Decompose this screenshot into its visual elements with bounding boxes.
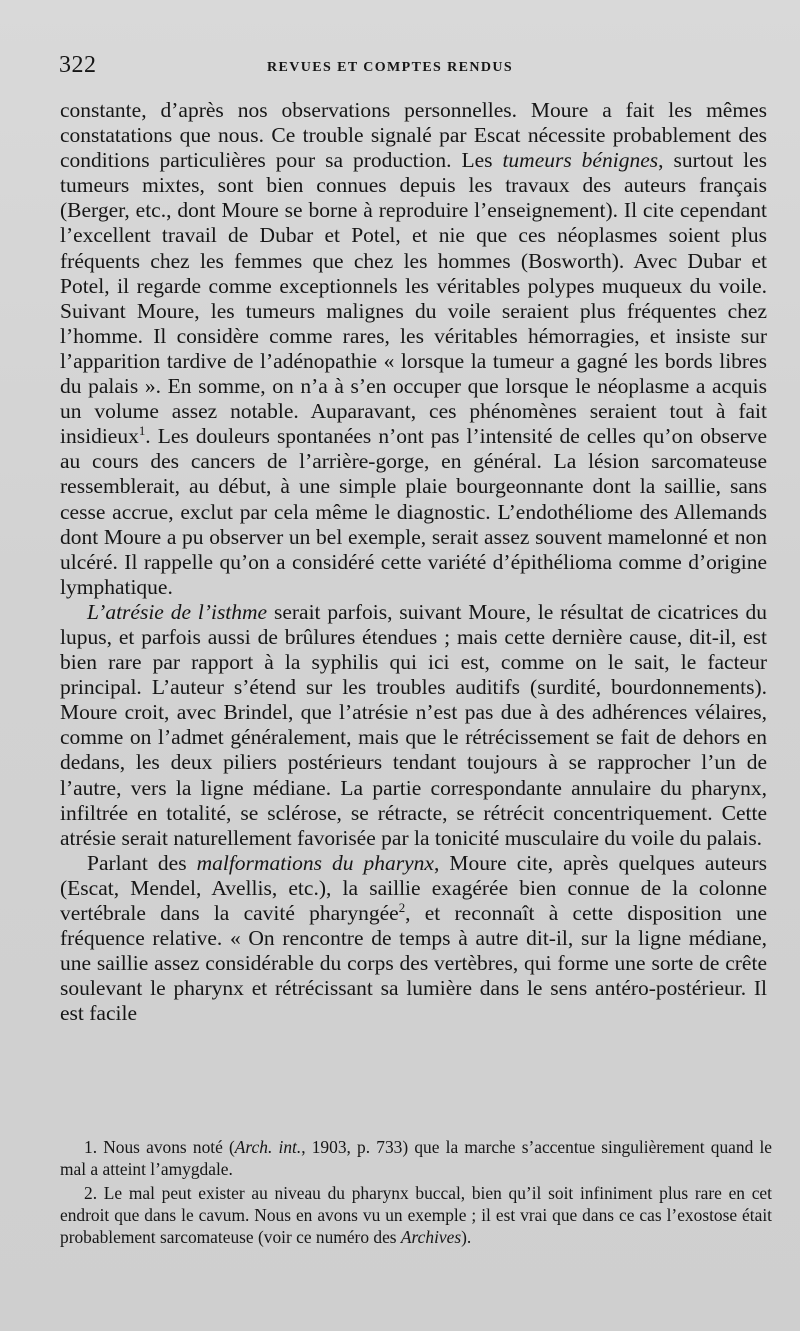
footnote	[60, 1136, 772, 1180]
footnote-marker: 1	[138, 424, 146, 439]
paragraph	[60, 98, 767, 600]
text-run: constante, d’après nos observations personnelles. Moure a fait les mêmes constatations que nous. Ce trouble signalé par Escat nécessite probablement des conditions particulières pour sa production. Les	[60, 98, 767, 173]
italic-text: Arch. int.	[234, 1137, 302, 1157]
text-run: , Moure cite, après quelques auteurs (Escat, Mendel, Avellis, etc.), la saillie exagérée bien connue de la colonne vertébrale dans la cavité pharyngée	[60, 850, 767, 925]
text-run: 2. Le mal peut exister au niveau du pharynx buccal, bien qu’il soit infiniment plus rare en cet endroit que dans le cavum. Nous en avons vu un exemple ; il est vrai que dans ce cas l’exostose était probablement sarcomateuse (voir ce numéro des	[60, 1183, 772, 1247]
italic-text: L’atrésie de l’isthme	[87, 599, 268, 624]
italic-text: malformations du pharynx	[196, 850, 434, 875]
italic-text: tumeurs bénignes	[502, 148, 659, 173]
body-text	[60, 98, 767, 1026]
text-run: , surtout les tumeurs mixtes, sont bien connues depuis les travaux des auteurs français (Berger, etc., dont Moure se borne à reproduire l’enseignement). Il cite cependant l’excellent travail de Dubar et Potel, et nie que ces néoplasmes soient plus fréquents chez les femmes que chez les hommes (Bosworth). Avec Dubar et Potel, il regarde comme exceptionnels les véritables polypes muqueux du voile. Suivant Moure, les tumeurs malignes du voile seraient plus fréquentes chez l’homme. Il considère comme rares, les véritables hémorragies, et insiste sur l’apparition tardive de l’adénopathie « lorsque la tumeur a gagné les bords libres du palais ». En somme, on n’a à s’en occuper que lorsque le néoplasme a acquis un volume assez notable. Auparavant, ces phénomènes seraient tout à fait insidieux	[60, 148, 768, 449]
footnotes	[60, 1136, 772, 1250]
page-number: 322	[59, 52, 97, 78]
paragraph	[60, 600, 767, 851]
italic-text: Archives	[400, 1227, 462, 1247]
text-run: serait parfois, suivant Moure, le résultat de cicatrices du lupus, et parfois aussi de brûlures étendues ; mais cette dernière cause, dit-il, est bien rare par rapport à la syphilis qui ici est, comme on le sait, le facteur principal. L’auteur s’étend sur les troubles auditifs (surdité, bourdonnements). Moure croit, avec Brindel, que l’atrésie n’est pas due à des adhérences vélaires, comme on l’admet généralement, mais que le rétrécissement se fait de dehors en dedans, les deux piliers postérieurs tendant toujours à se rapprocher l’un de l’autre, vers la ligne médiane. La partie correspondante annulaire du pharynx, infiltrée en totalité, se sclérose, se rétracte, se rétrécit concentriquement. Cette atrésie serait naturellement favorisée par la tonicité musculaire du voile du palais.	[60, 599, 767, 850]
text-run: 1. Nous avons noté (	[84, 1137, 235, 1157]
paragraph	[60, 851, 767, 1027]
running-head: REVUES ET COMPTES RENDUS	[267, 60, 514, 75]
footnote	[60, 1182, 772, 1248]
text-run: , 1903, p. 733) que la marche s’accentue singulièrement quand le mal a atteint l’amygdale.	[60, 1137, 773, 1179]
text-run: Parlant des	[87, 850, 197, 875]
text-run: . Les douleurs spontanées n’ont pas l’intensité de celles qu’on observe au cours des cancers de l’arrière-gorge, en général. La lésion sarcomateuse ressemblerait, au début, à une simple plaie bourgeonnante dont la saillie, sans cesse accrue, exclut par cela même le diagnostic. L’endothéliome des Allemands dont Moure a pu observer un bel exemple, serait assez souvent mamelonné et non ulcéré. Il rappelle qu’on a considéré cette variété d’épithélioma comme d’origine lymphatique.	[60, 424, 767, 599]
text-run: ).	[461, 1227, 472, 1247]
text-run: , et reconnaît à cette disposition une fréquence relative. « On rencontre de temps à autre dit-il, sur la ligne médiane, une saillie assez considérable du corps des vertèbres, qui forme une sorte de crête soulevant le pharynx et rétrécissant sa lumière dans le sens antéro-postérieur. Il est facile	[60, 901, 767, 1026]
page-header	[59, 52, 742, 86]
footnote-marker: 2	[398, 900, 406, 915]
